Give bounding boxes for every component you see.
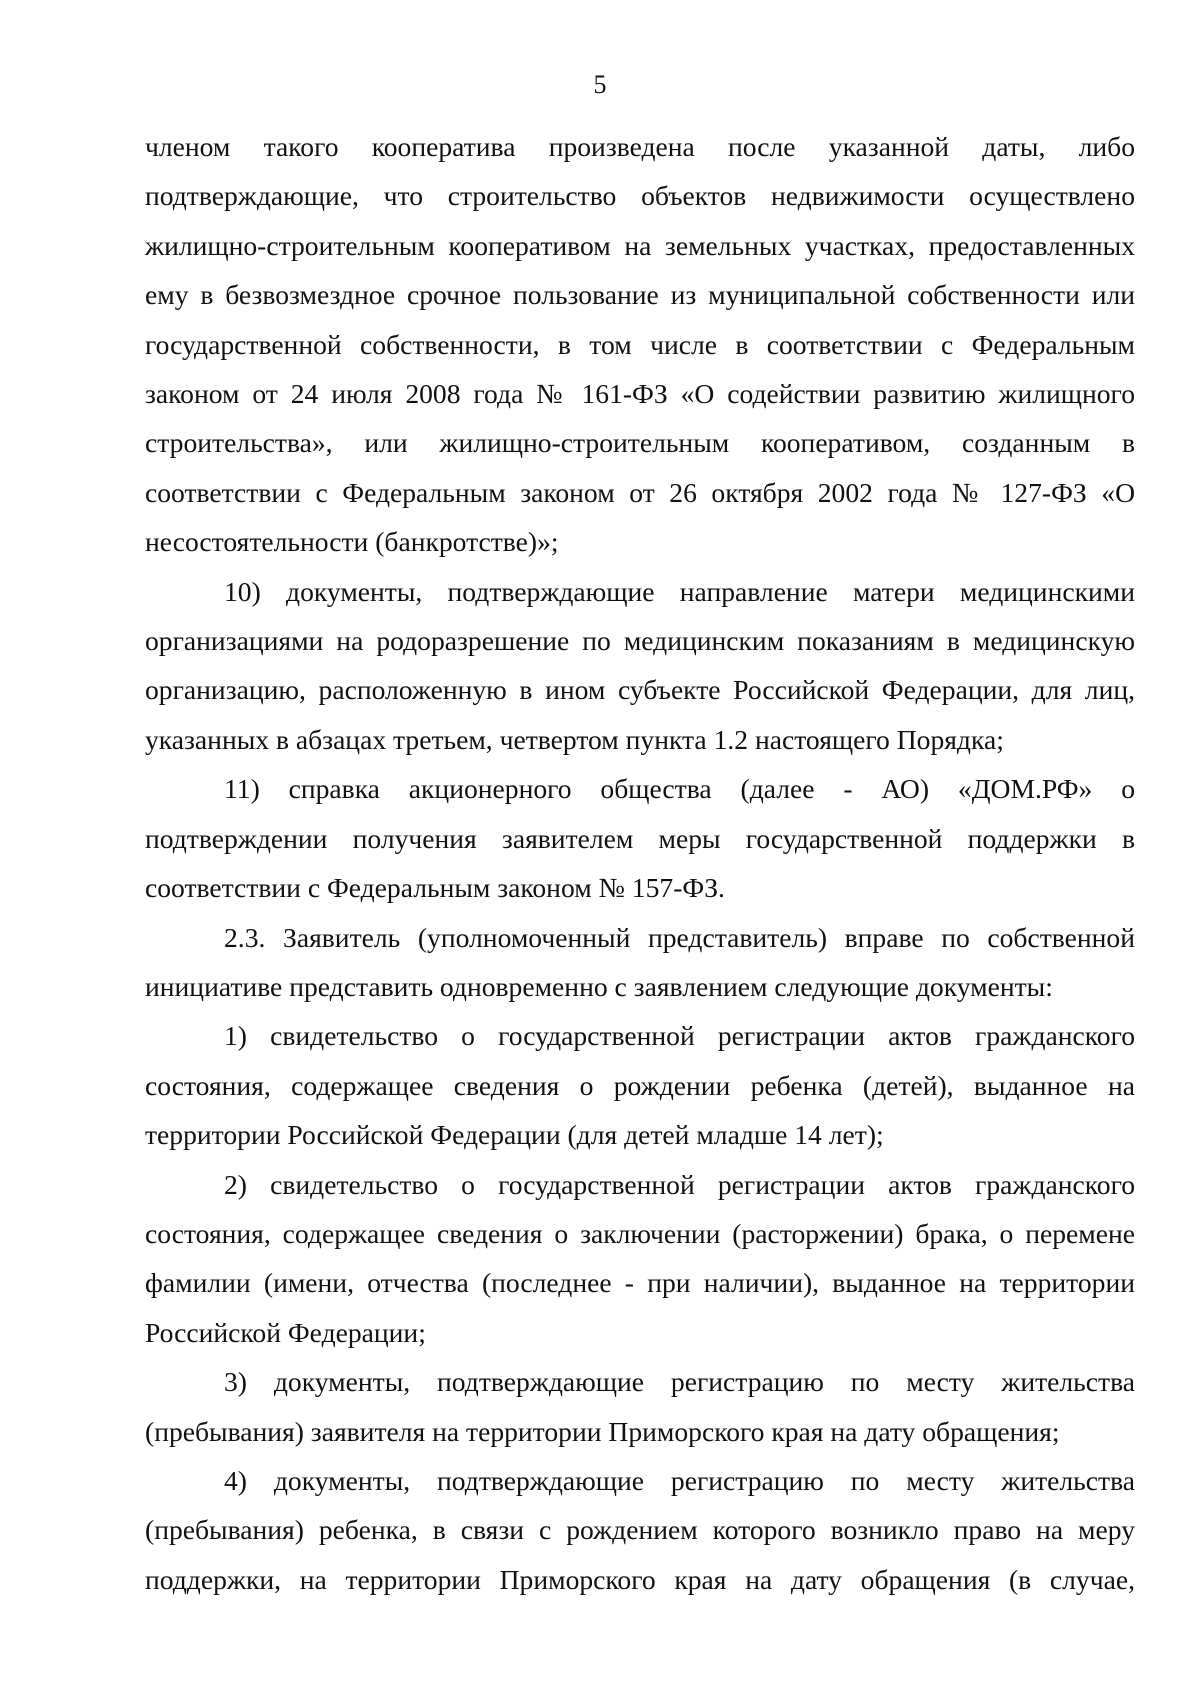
page-number: 5 xyxy=(593,70,607,99)
paragraph-item-2: 2) свидетельство о государственной регистрации актов гражданского состояния, содержащее сведения о заключении (расторжении) брака, о перемене фамилии (имени, отчества (последнее - при наличии), выданное на территории Российской Федерации; xyxy=(145,1168,1135,1348)
paragraph-item-3: 3) документы, подтверждающие регистрацию по месту жительства (пребывания) заявителя на территории Приморского края на дату обращения; xyxy=(145,1366,1135,1447)
paragraph-item-11: 11) справка акционерного общества (далее - АО) «ДОМ.РФ» о подтверждении получения заявителем меры государственной поддержки в соответствии с Федеральным законом № 157-ФЗ. xyxy=(145,773,1135,904)
paragraph-continuation: членом такого кооператива произведена после указанной даты, либо подтверждающие, что строительство объектов недвижимости осуществлено жилищно-строительным кооперативом на земельных участках, предоставленных ему в безвозмездное срочное пользование из муниципальной собственности или государственной собственности, в том числе в соответствии с Федеральным законом от 24 июля 2008 года № 161-ФЗ «О содействии развитию жилищного строительства», или жилищно-строительным кооперативом, созданным в соответствии с Федеральным законом от 26 октября 2002 года № 127-ФЗ «О несостоятельности (банкротстве)»; xyxy=(145,131,1135,558)
document-body xyxy=(145,122,1135,1604)
paragraph-item-10: 10) документы, подтверждающие направление матери медицинскими организациями на родоразрешение по медицинским показаниям в медицинскую организацию, расположенную в ином субъекте Российской Федерации, для лиц, указанных в абзацах третьем, четвертом пункта 1.2 настоящего Порядка; xyxy=(145,575,1135,755)
paragraph-item-1: 1) свидетельство о государственной регистрации актов гражданского состояния, содержащее сведения о рождении ребенка (детей), выданное на территории Российской Федерации (для детей младше 14 лет); xyxy=(145,1020,1135,1151)
paragraph-item-4: 4) документы, подтверждающие регистрацию по месту жительства (пребывания) ребенка, в связи с рождением которого возникло право на меру поддержки, на территории Приморского края на дату обращения (в случае, xyxy=(145,1464,1135,1595)
paragraph-section-2-3: 2.3. Заявитель (уполномоченный представитель) вправе по собственной инициативе представить одновременно с заявлением следующие документы: xyxy=(145,921,1135,1002)
